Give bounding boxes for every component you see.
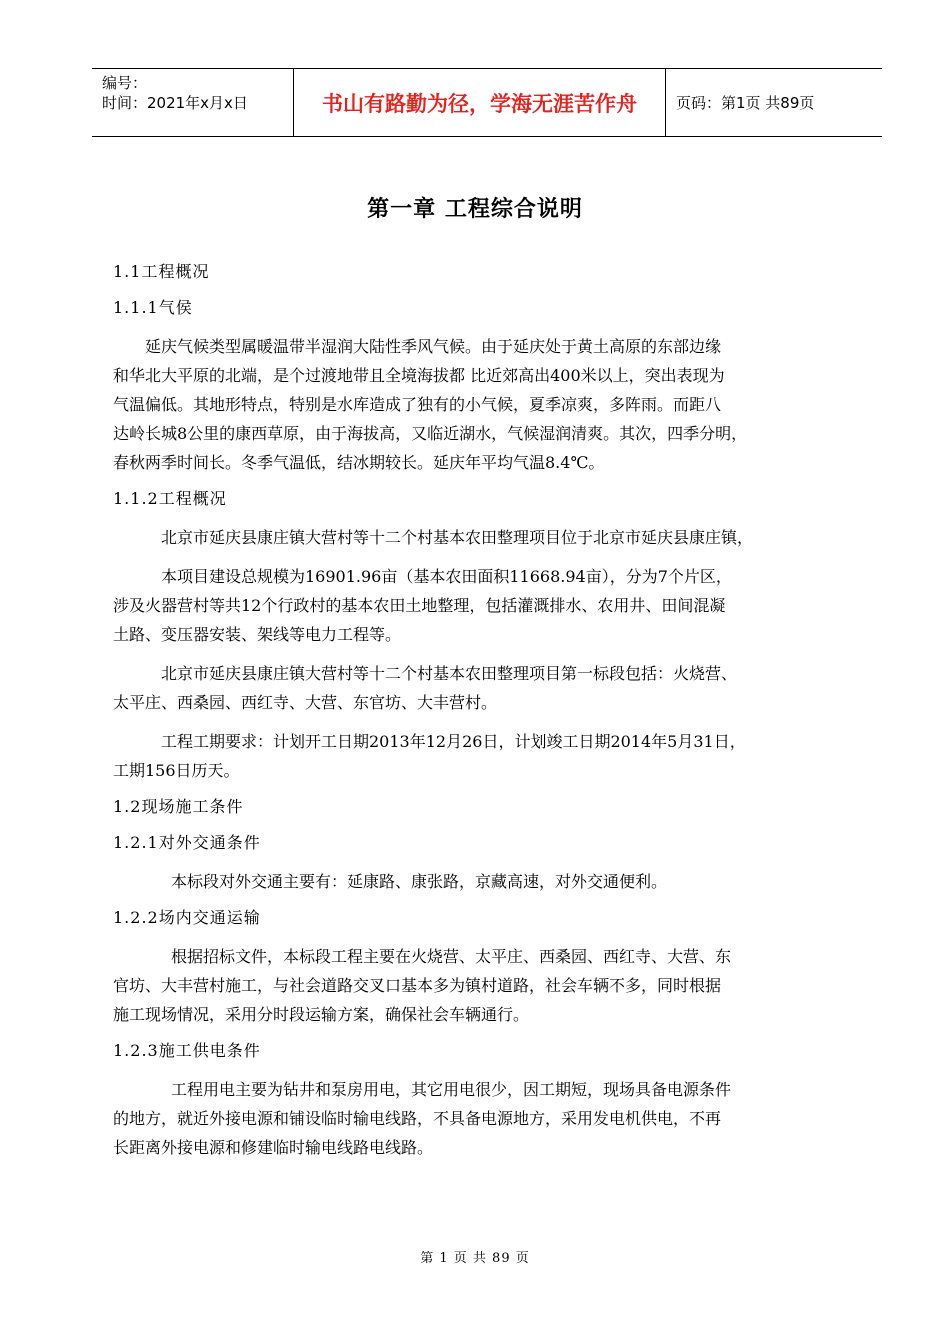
- header-page-info: 页码：第1页 共89页: [676, 94, 815, 112]
- paragraph-overview-section: [113, 659, 865, 717]
- text-line: 本项目建设总规模为16901.96亩（基本农田面积11668.94亩），分为7个片区，: [161, 567, 732, 586]
- text-line: 的地方，就近外接电源和铺设临时输电线路，不具备电源地方，采用发电机供电，不再: [113, 1109, 722, 1128]
- paragraph-climate: [113, 332, 865, 477]
- paragraph-traffic-external: [113, 867, 865, 896]
- document-time: 时间：2021年x月x日: [102, 94, 248, 112]
- heading-1-1: 1.1工程概况: [113, 262, 210, 281]
- text-line: 工期156日历天。: [113, 761, 240, 780]
- text-line: 北京市延庆县康庄镇大营村等十二个村基本农田整理项目第一标段包括：火烧营、: [161, 664, 738, 683]
- heading-1-2: 1.2现场施工条件: [113, 797, 244, 816]
- text-line: 春秋两季时间长。冬季气温低，结冰期较长。延庆年平均气温8.4℃。: [113, 453, 605, 472]
- heading-1-2-1: 1.2.1对外交通条件: [113, 833, 261, 852]
- paragraph-overview-schedule: [113, 727, 865, 785]
- text-line: 延庆气候类型属暖温带半湿润大陆性季风气候。由于延庆处于黄土高原的东部边缘: [145, 337, 722, 356]
- text-line: 涉及火器营村等共12个行政村的基本农田土地整理，包括灌溉排水、农用井、田间混凝: [113, 596, 726, 615]
- page-header: [92, 68, 882, 137]
- page-footer: 第 1 页 共 89 页: [420, 1251, 530, 1266]
- paragraph-traffic-internal: [113, 942, 865, 1029]
- text-line: 达岭长城8公里的康西草原，由于海拔高，又临近湖水，气候湿润清爽。其次，四季分明，: [113, 424, 748, 443]
- text-line: 官坊、大丰营村施工，与社会道路交叉口基本多为镇村道路，社会车辆不多，同时根据: [113, 976, 722, 995]
- text-line: 和华北大平原的北端，是个过渡地带且全境海拔都 比近郊高出400米以上，突出表现为: [113, 366, 725, 385]
- text-line: 施工现场情况，采用分时段运输方案，确保社会车辆通行。: [113, 1005, 530, 1024]
- heading-1-2-3: 1.2.3施工供电条件: [113, 1041, 261, 1060]
- text-line: 工程工期要求：计划开工日期2013年12月26日，计划竣工日期2014年5月31日，: [161, 732, 746, 751]
- paragraph-power-supply: [113, 1075, 865, 1162]
- text-line: 北京市延庆县康庄镇大营村等十二个村基本农田整理项目位于北京市延庆县康庄镇，: [161, 528, 754, 547]
- header-motto: 书山有路勤为径，学海无涯苦作舟: [293, 69, 666, 136]
- chapter-title: 第一章 工程综合说明: [367, 197, 583, 222]
- heading-1-1-2: 1.1.2工程概况: [113, 489, 227, 508]
- text-line: 土路、变压器安装、架线等电力工程等。: [113, 625, 402, 644]
- heading-1-2-2: 1.2.2场内交通运输: [113, 908, 261, 927]
- document-body: [113, 260, 865, 1172]
- text-line: 气温偏低。其地形特点，特别是水库造成了独有的小气候，夏季凉爽，多阵雨。而距八: [113, 395, 722, 414]
- text-line: 本标段对外交通主要有：延康路、康张路，京藏高速，对外交通便利。: [171, 872, 668, 891]
- text-line: 长距离外接电源和修建临时输电线路电线路。: [113, 1138, 434, 1157]
- document-number-label: 编号：: [102, 74, 148, 92]
- header-meta: [92, 69, 293, 136]
- paragraph-overview-location: [113, 523, 865, 552]
- text-line: 根据招标文件，本标段工程主要在火烧营、太平庄、西桑园、西红寺、大营、东: [171, 947, 732, 966]
- text-line: 工程用电主要为钻井和泵房用电，其它用电很少，因工期短，现场具备电源条件: [171, 1080, 732, 1099]
- paragraph-overview-scale: [113, 562, 865, 649]
- heading-1-1-1: 1.1.1气侯: [113, 298, 193, 317]
- text-line: 太平庄、西桑园、西红寺、大营、东官坊、大丰营村。: [113, 693, 498, 712]
